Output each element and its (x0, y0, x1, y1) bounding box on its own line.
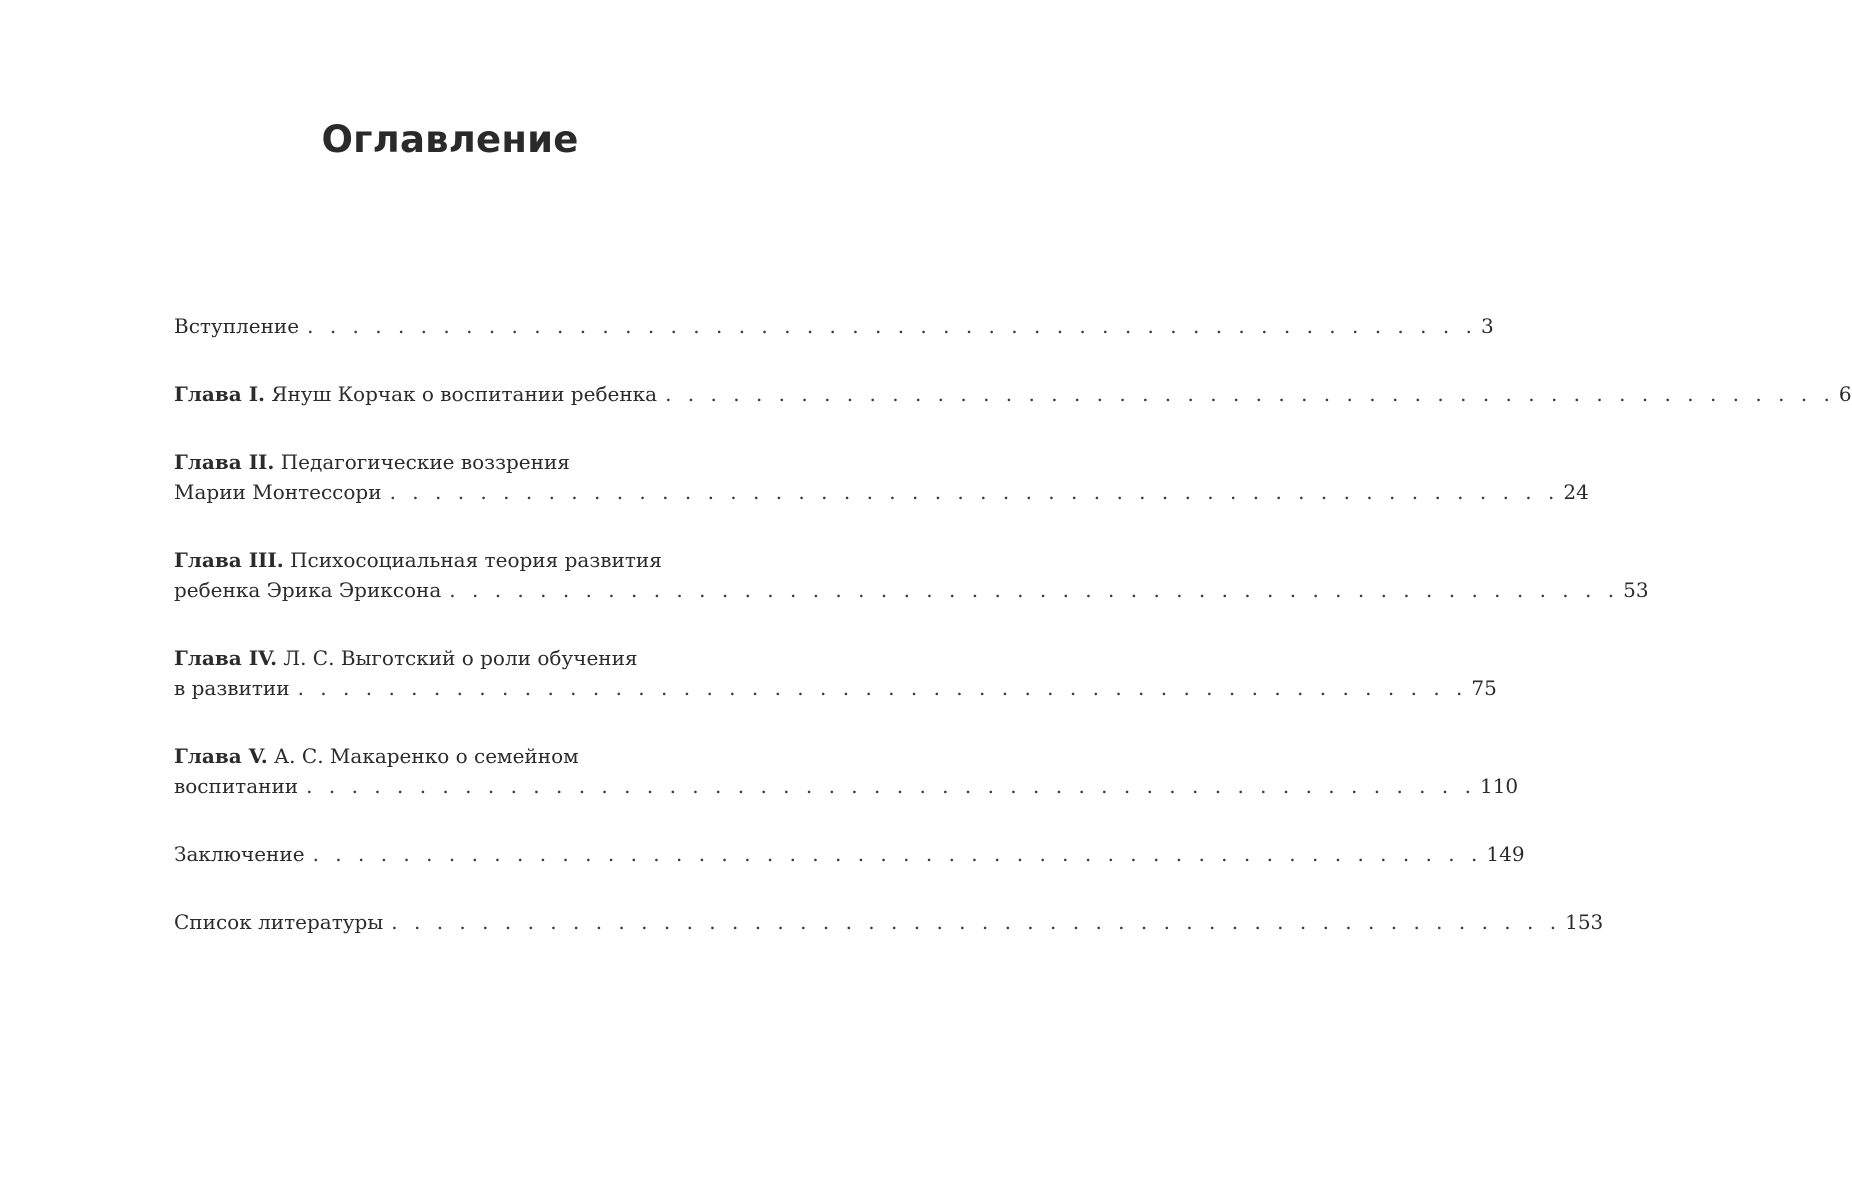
toc-line (174, 311, 1494, 341)
toc-page-number: 53 (1623, 578, 1649, 602)
chapter-title-continued: Марии Монтессори (174, 480, 382, 504)
toc-entry-bibliography[interactable] (174, 907, 1604, 937)
toc-line (174, 447, 714, 477)
toc-entry-chapter-5[interactable] (174, 741, 1519, 801)
toc-page-number: 75 (1471, 676, 1497, 700)
dot-leader: . . . . . . . . . . . . . . . . . . . . . . . . . . . . . . . . . . . . . . . . . . . . . . . . . . . . (449, 578, 1620, 602)
toc-line (174, 545, 714, 575)
dot-leader: . . . . . . . . . . . . . . . . . . . . . . . . . . . . . . . . . . . . . . . . . . . . . . . . . . . . (391, 910, 1562, 934)
toc-entry-chapter-3[interactable] (174, 545, 1649, 605)
dot-leader: . . . . . . . . . . . . . . . . . . . . . . . . . . . . . . . . . . . . . . . . . . . . . . . . . . . . (306, 774, 1476, 798)
dot-leader: . . . . . . . . . . . . . . . . . . . . . . . . . . . . . . . . . . . . . . . . . . . . . . . . . . . . (307, 314, 1477, 338)
toc-entry-title (174, 379, 657, 409)
toc-entry-chapter-4[interactable] (174, 643, 1497, 703)
toc-line (174, 839, 1525, 869)
dot-leader: . . . . . . . . . . . . . . . . . . . . . . . . . . . . . . . . . . . . . . . . . . . . . . . . . . . . (297, 676, 1468, 700)
page-title: Оглавление (321, 118, 579, 161)
chapter-label: Глава V. (174, 744, 268, 768)
toc-line (174, 771, 1519, 801)
toc-entry-chapter-2[interactable] (174, 447, 1589, 507)
chapter-title: Психосоциальная теория развития (290, 548, 662, 572)
toc-page-number: 153 (1565, 910, 1604, 934)
chapter-label: Глава I. (174, 382, 266, 406)
table-of-contents (174, 311, 1852, 937)
chapter-label: Глава III. (174, 548, 284, 572)
toc-line (174, 575, 1649, 605)
dot-leader: . . . . . . . . . . . . . . . . . . . . . . . . . . . . . . . . . . . . . . . . . . . . . . . . . . . . (389, 480, 1560, 504)
toc-line (174, 741, 714, 771)
toc-line (174, 907, 1604, 937)
chapter-title: Януш Корчак о воспитании ребенка (271, 382, 658, 406)
toc-entry-title: Заключение (174, 842, 305, 866)
chapter-title: Л. С. Выготский о роли обучения (283, 646, 638, 670)
toc-line (174, 379, 1852, 409)
toc-entry-chapter-1[interactable] (174, 379, 1852, 409)
toc-page-number: 110 (1479, 774, 1519, 798)
toc-line (174, 673, 1497, 703)
toc-entry-introduction[interactable] (174, 311, 1494, 341)
toc-entry-conclusion[interactable] (174, 839, 1525, 869)
toc-line (174, 477, 1589, 507)
chapter-label: Глава IV. (174, 646, 278, 670)
toc-page-number: 6 (1838, 382, 1852, 406)
chapter-title: А. С. Макаренко о семейном (274, 744, 579, 768)
toc-entry-title: Список литературы (174, 910, 384, 934)
toc-line (174, 643, 714, 673)
dot-leader: . . . . . . . . . . . . . . . . . . . . . . . . . . . . . . . . . . . . . . . . . . . . . . . . . . . . (312, 842, 1483, 866)
toc-page-number: 149 (1486, 842, 1525, 866)
toc-entry-title: Вступление (174, 314, 300, 338)
chapter-title: Педагогические воззрения (280, 450, 570, 474)
chapter-title-continued: воспитании (174, 774, 299, 798)
chapter-title-continued: ребенка Эрика Эриксона (174, 578, 442, 602)
dot-leader: . . . . . . . . . . . . . . . . . . . . . . . . . . . . . . . . . . . . . . . . . . . . . . . . . . . . (665, 382, 1835, 406)
chapter-label: Глава II. (174, 450, 275, 474)
chapter-title-continued: в развитии (174, 676, 290, 700)
toc-page-number: 3 (1480, 314, 1494, 338)
toc-page-number: 24 (1563, 480, 1589, 504)
